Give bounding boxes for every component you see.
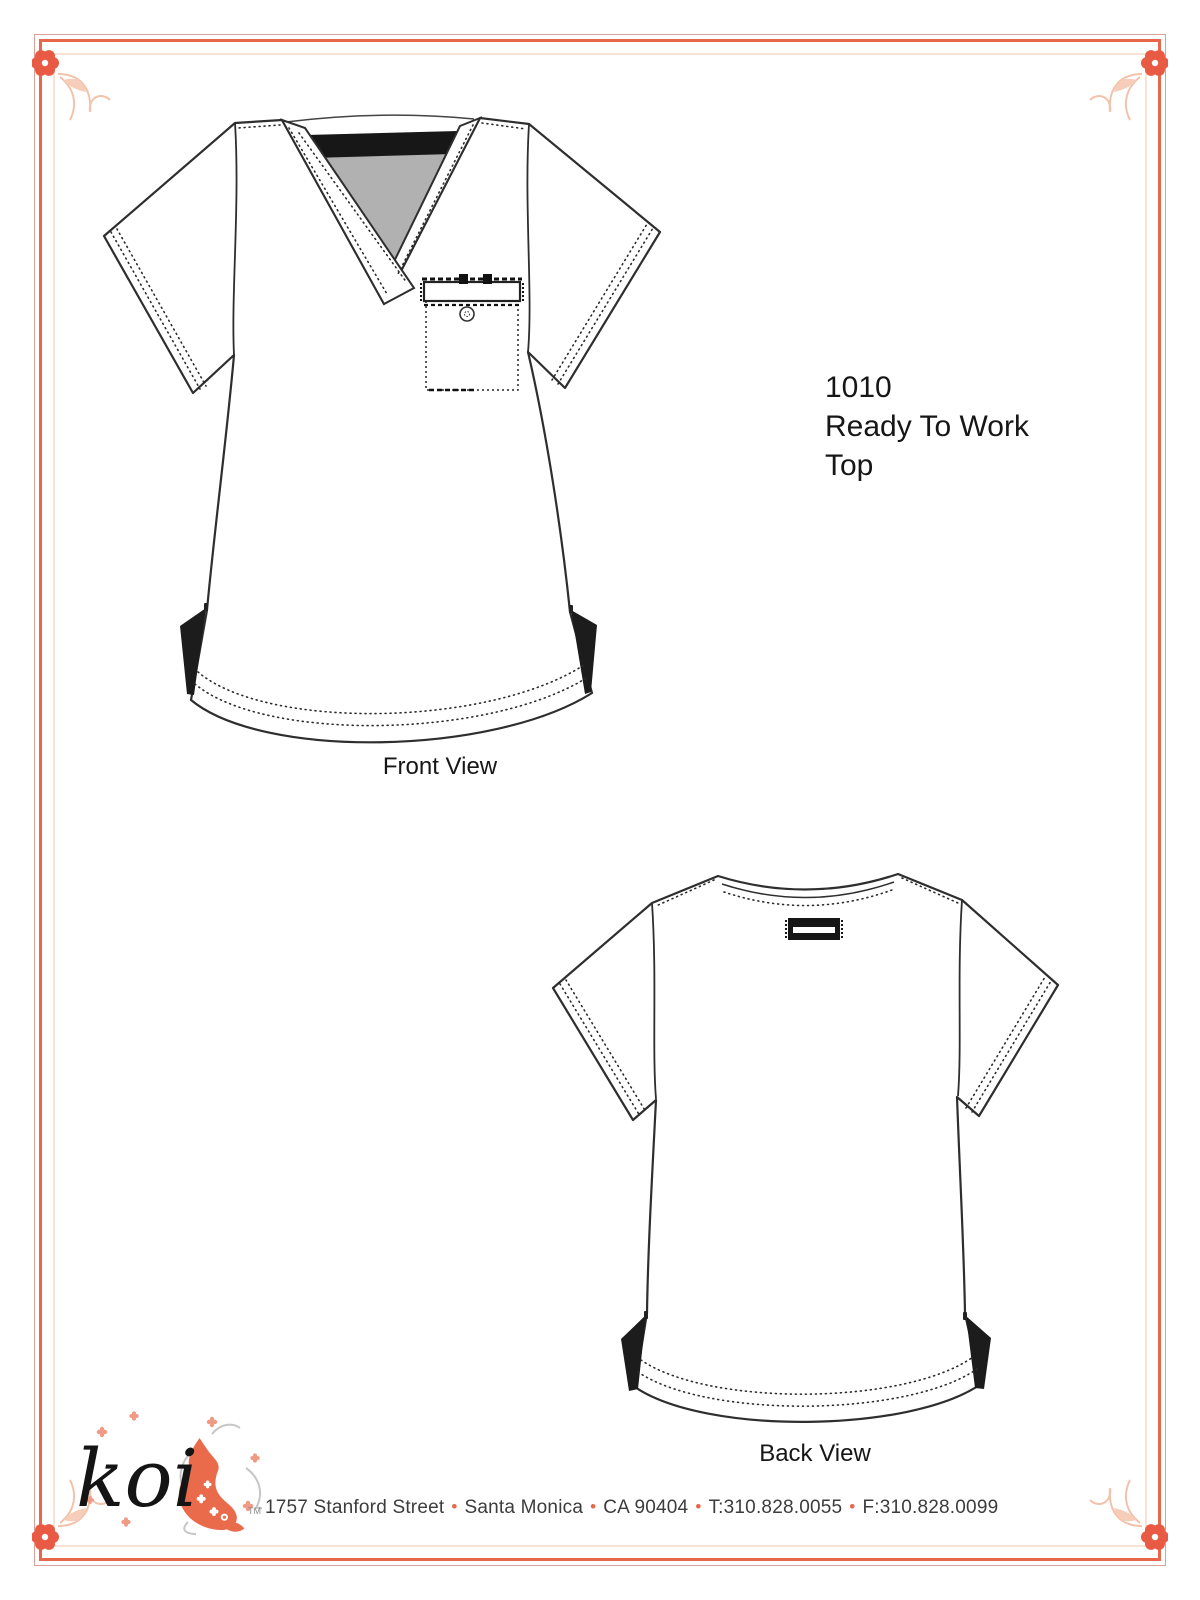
back-neck-label <box>786 918 842 940</box>
flower-icon <box>32 1524 59 1550</box>
footer-bullet: • <box>451 1497 458 1516</box>
right-vent-bartack <box>569 605 573 613</box>
left-vent-bartack <box>204 603 208 611</box>
back-right-vent-bartack <box>963 1312 967 1320</box>
pocket-button <box>460 307 474 321</box>
flower-icon <box>32 50 59 76</box>
back-left-vent-bartack <box>644 1311 648 1319</box>
back-view-illustration <box>540 848 1070 1428</box>
footer-bullet: • <box>590 1497 597 1516</box>
trademark-symbol: TM <box>248 1506 261 1516</box>
footer-bullet: • <box>849 1497 856 1516</box>
flower-icon <box>1141 50 1168 76</box>
corner-ornament-top-right <box>1078 44 1168 134</box>
footer-city: Santa Monica <box>464 1497 584 1518</box>
footer-fax: F:310.828.0099 <box>862 1497 999 1518</box>
footer-phone: T:310.828.0055 <box>708 1497 843 1518</box>
footer-bullet: • <box>695 1497 702 1516</box>
front-view-label: Front View <box>382 753 498 780</box>
logo-wordmark: koi <box>76 1432 199 1525</box>
back-view-label: Back View <box>759 1440 871 1467</box>
front-view-illustration <box>92 104 672 749</box>
footer-street: 1757 Stanford Street <box>265 1497 445 1518</box>
footer-address-line <box>265 1497 999 1519</box>
v-neck-black-binding <box>306 131 458 158</box>
style-number: 1010 <box>825 371 892 404</box>
pocket-band <box>424 282 520 301</box>
footer-state-zip: CA 90404 <box>603 1497 689 1518</box>
style-type: Top <box>825 449 874 482</box>
back-neck-edge <box>286 115 474 122</box>
brand-logo <box>62 1396 262 1536</box>
pocket-band-tab-right <box>483 274 492 284</box>
style-title-block <box>825 368 1029 485</box>
flower-icon <box>1141 1524 1168 1550</box>
pocket-band-tab-left <box>459 274 468 284</box>
corner-ornament-bottom-right <box>1078 1466 1168 1556</box>
style-name: Ready To Work <box>825 410 1029 443</box>
